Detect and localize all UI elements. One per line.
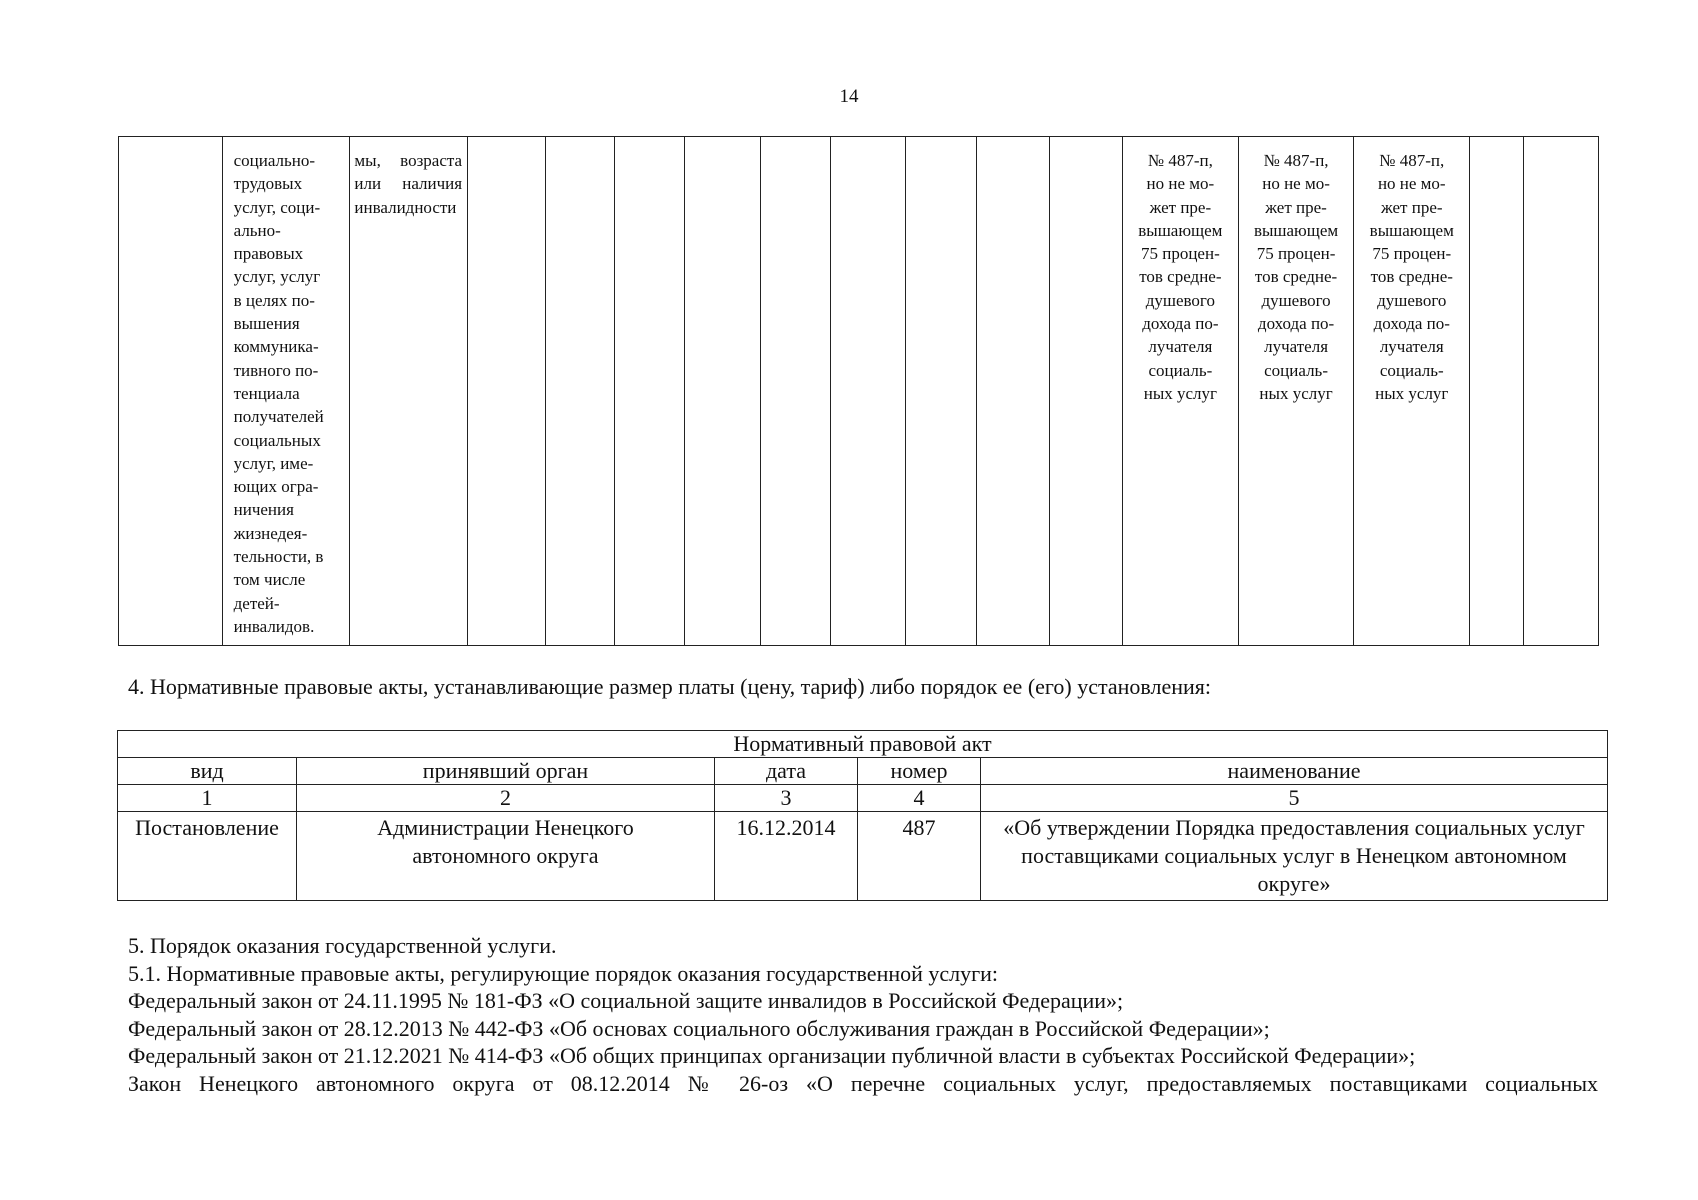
continuation-table [118,136,1599,646]
table-cell [831,137,905,646]
act-type-cell: Постановление [118,812,297,901]
law-item: Федеральный закон от 28.12.2013 № 442-ФЗ «Об основах социального обслуживания граждан в Российской Федерации»; [128,1015,1270,1041]
column-number: 3 [715,785,858,812]
table-cell [614,137,684,646]
column-header: номер [858,758,981,785]
section-5-heading: 5. Порядок оказания государственной услуги. [128,933,557,958]
law-item: Федеральный закон от 24.11.1995 № 181-ФЗ «О социальной защите инвалидов в Российской Федерации»; [128,988,1124,1013]
act-authority-cell: Администрации Ненецкого автономного округа [297,812,715,901]
table-row [119,137,1599,646]
table-cell [760,137,830,646]
table-cell [977,137,1049,646]
table-cell [1049,137,1122,646]
column-number: 1 [118,785,297,812]
table-row [118,812,1608,901]
table-group-header-row [118,731,1608,758]
fee-cell: № 487-п, но не мо- жет пре- вышающем 75 процен- тов средне- душевого дохода по- лучателя социаль- ных услуг [1238,137,1354,646]
column-number: 2 [297,785,715,812]
legal-acts-table [117,730,1608,901]
section-5-1-heading: 5.1. Нормативные правовые акты, регулирующие порядок оказания государственной услуги: [128,960,999,986]
column-number-row [118,785,1608,812]
column-header: вид [118,758,297,785]
table-header-row [118,758,1608,785]
table-cell [545,137,614,646]
law-item: Закон Ненецкого автономного округа от 08.12.2014 № 26-оз «О перечне социальных услуг, предоставляемых поставщиками социальных [128,1070,1598,1096]
service-description-cell: социально- трудовых услуг, соци- ально- правовых услуг, услуг в целях по- вышения коммуника- тивного по- тенциала получателей социальных услуг, име- ющих огра- ничения жизнедея- тельности, в том числе детей- инвалидов. [222,137,350,646]
table-cell [685,137,760,646]
act-date-cell: 16.12.2014 [715,812,858,901]
table-cell [119,137,223,646]
column-header: наименование [981,758,1608,785]
law-item: Федеральный закон от 21.12.2021 № 414-ФЗ «Об общих принципах организации публичной власти в субъектах Российской Федерации»; [128,1043,1416,1068]
column-number: 4 [858,785,981,812]
fee-cell: № 487-п, но не мо- жет пре- вышающем 75 процен- тов средне- душевого дохода по- лучателя социаль- ных услуг [1123,137,1239,646]
act-title-cell: «Об утверждении Порядка предоставления социальных услуг поставщиками социальных услуг в Ненецком автономном округе» [981,812,1608,901]
table-cell [1524,137,1599,646]
table-cell [468,137,545,646]
column-header: дата [715,758,858,785]
act-number-cell: 487 [858,812,981,901]
table-cell [1470,137,1524,646]
conditions-cell: мы, возраста или наличия инвалидности [350,137,468,646]
section-4-heading: 4. Нормативные правовые акты, устанавливающие размер платы (цену, тариф) либо порядок ее (его) установления: [128,674,1212,699]
fee-cell: № 487-п, но не мо- жет пре- вышающем 75 процен- тов средне- душевого дохода по- лучателя социаль- ных услуг [1354,137,1470,646]
column-number: 5 [981,785,1608,812]
page-number: 14 [839,86,859,107]
group-header: Нормативный правовой акт [118,731,1608,758]
section-5 [128,932,1598,1097]
table-cell [905,137,976,646]
column-header: принявший орган [297,758,715,785]
